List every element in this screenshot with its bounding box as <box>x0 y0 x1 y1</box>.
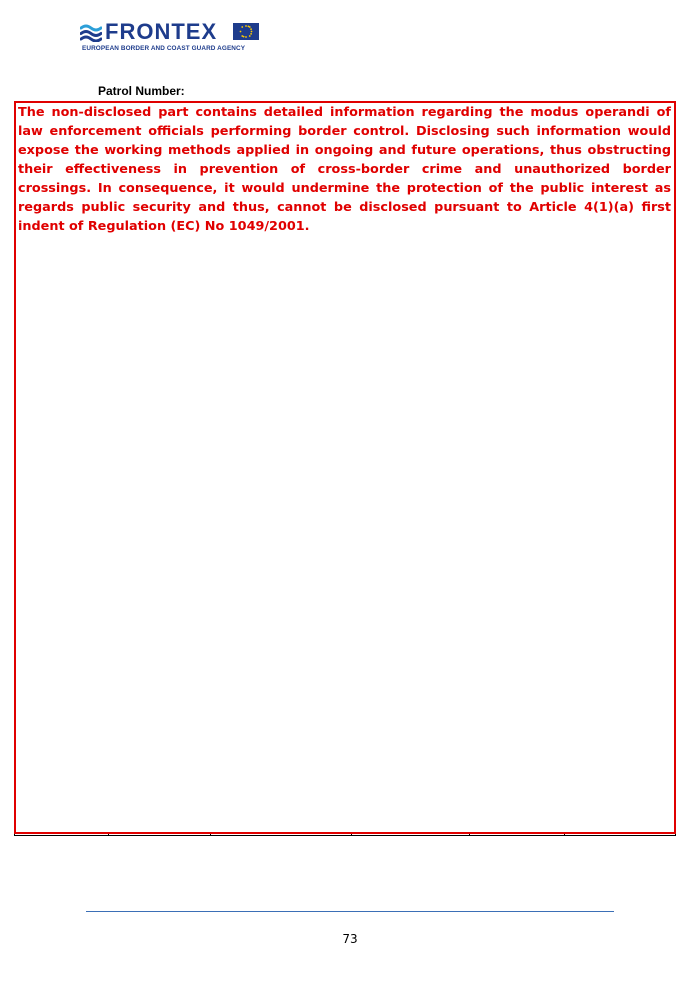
eu-flag-icon <box>233 23 259 40</box>
page-number: 73 <box>342 932 358 946</box>
footer-rule <box>86 911 614 912</box>
logo-subtitle: EUROPEAN BORDER AND COAST GUARD AGENCY <box>82 45 246 52</box>
patrol-number-label: Patrol Number: <box>98 84 185 98</box>
redaction-notice: The non-disclosed part contains detailed information regarding the modus operandi of law enforcement officials performing border control. Disclosing such information would expose the working methods applied in ongoing and future operations, thus obstructing their effectiveness in prevention of cross-border crime and unauthorized border crossings. In consequence, it would undermine the protection of the public interest as regards public security and thus, cannot be disclosed pursuant to Article 4(1)(a) first indent of Regulation (EC) No 1049/2001. <box>18 105 671 234</box>
logo-wordmark: FRONTEX <box>105 19 218 44</box>
table-border-bottom <box>14 835 676 836</box>
frontex-logo <box>80 19 260 56</box>
waves-icon <box>80 24 102 42</box>
redaction-box <box>14 101 676 834</box>
